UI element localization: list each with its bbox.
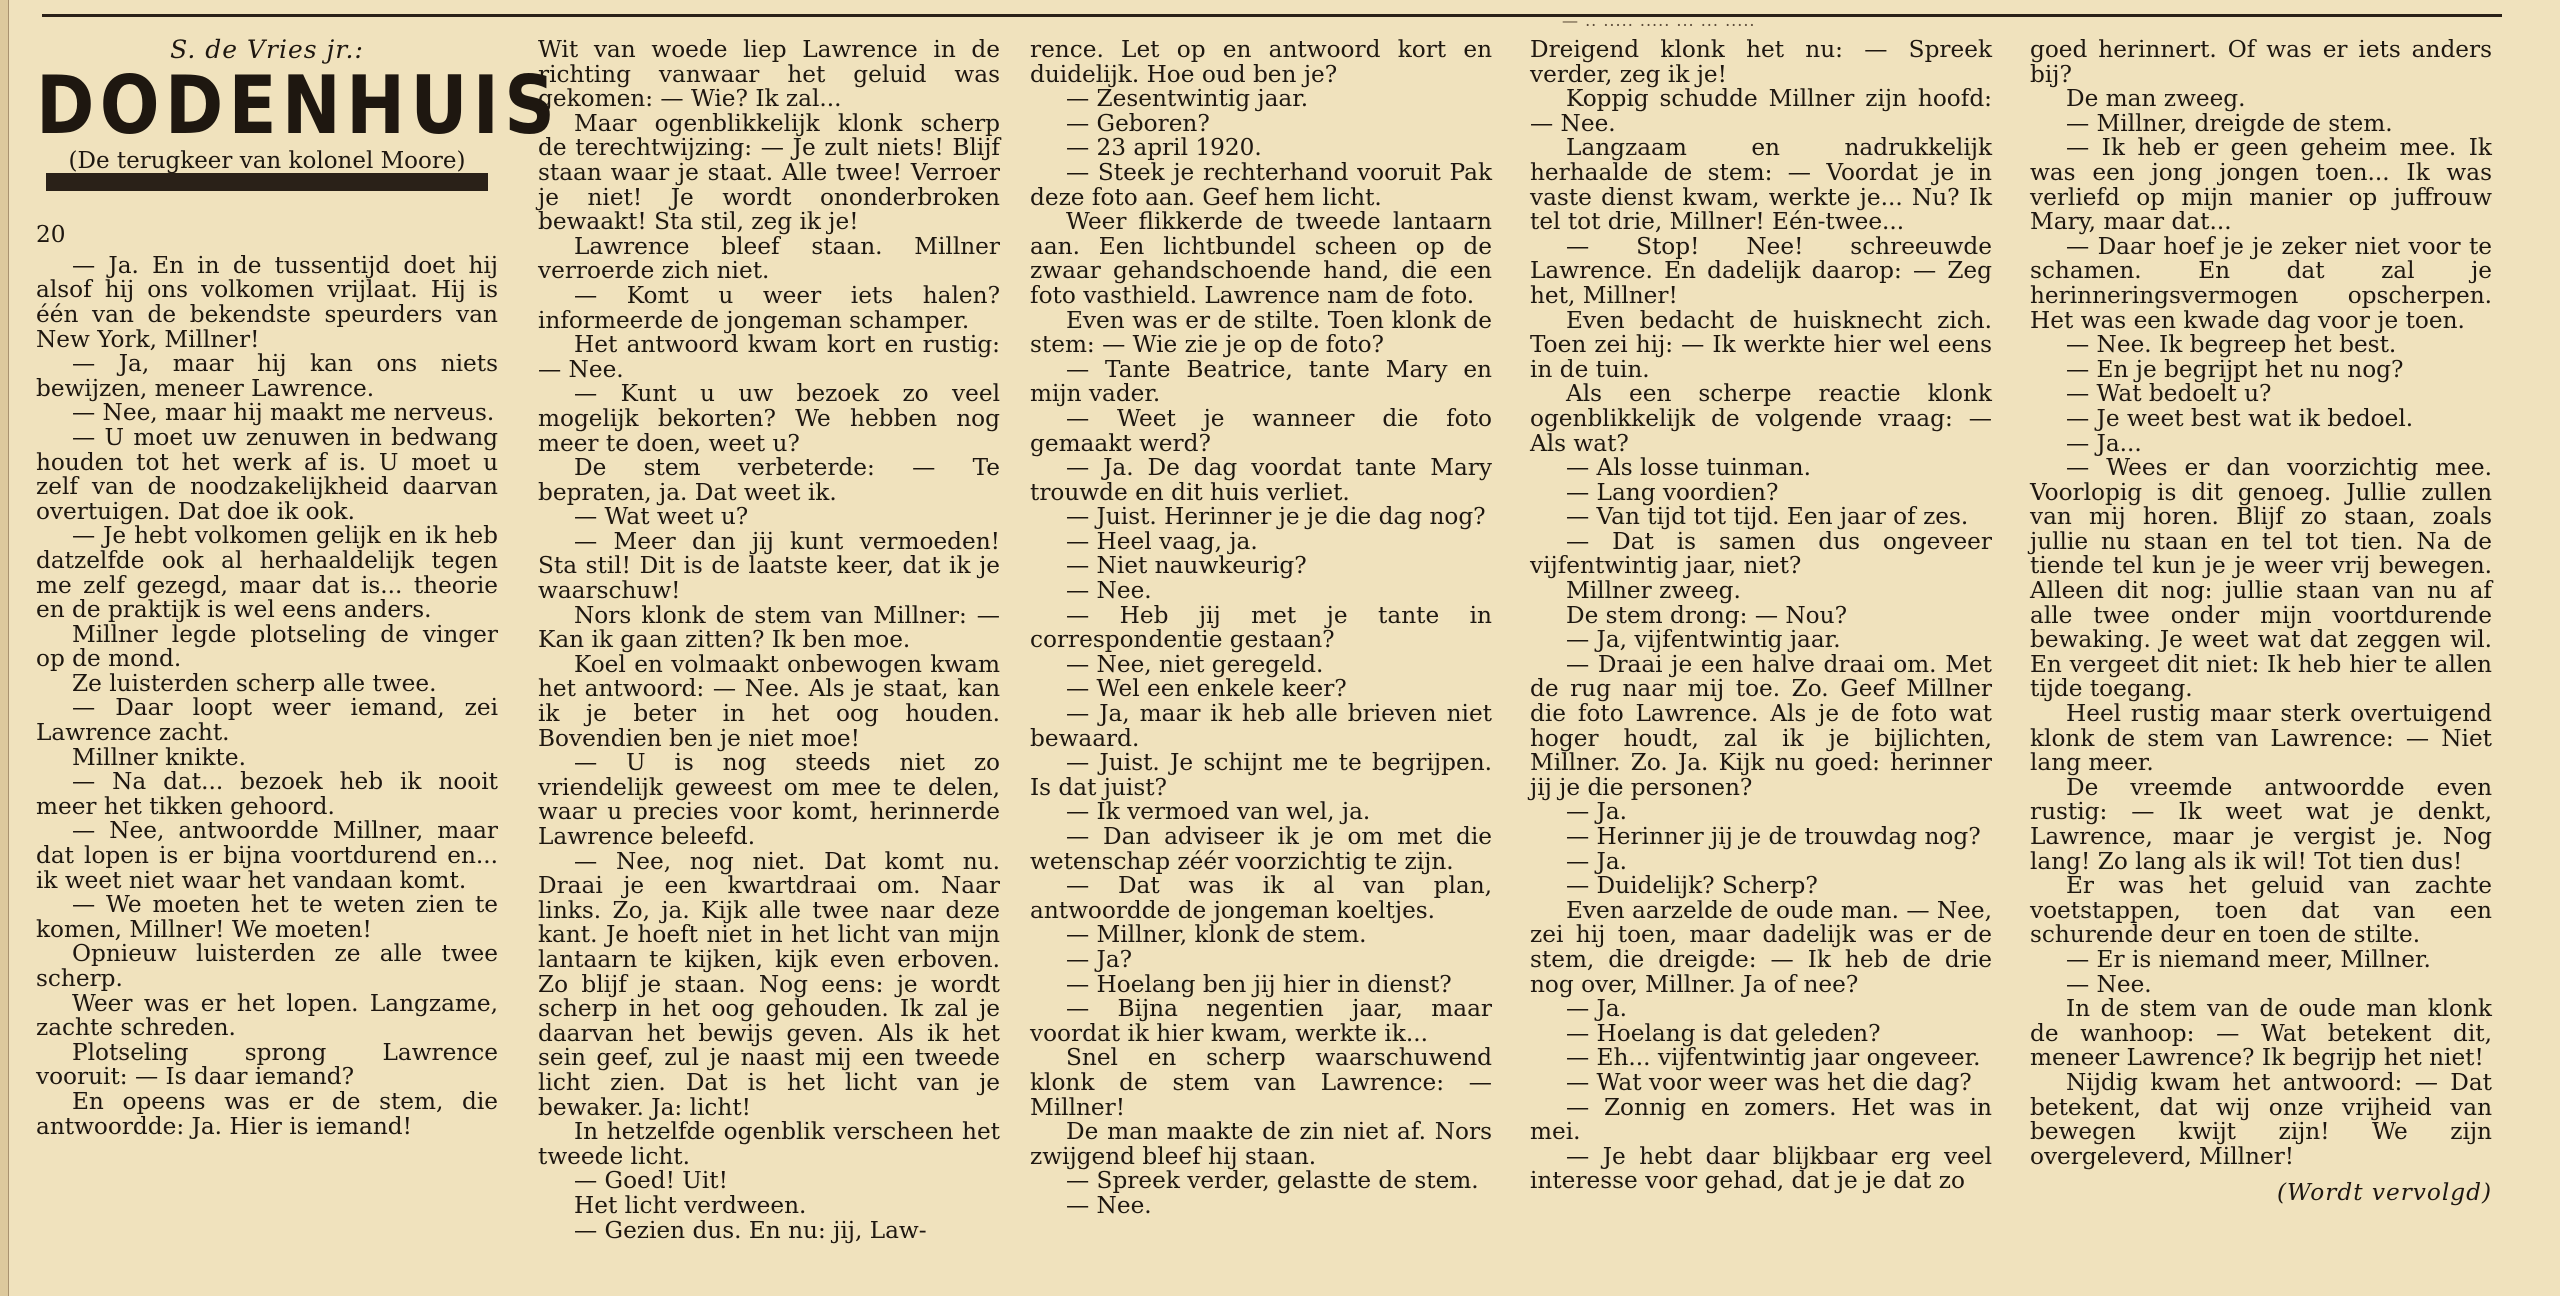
paragraph: — Wat bedoelt u?: [2066, 380, 2272, 408]
paragraph: Nors klonk de stem van Millner: — Kan ik gaan zitten? Ik ben moe.: [538, 601, 1000, 654]
paragraph: — Nee, nog niet. Dat komt nu. Draai je een kwartdraai om. Naar links. Zo, ja. Kijk alle twee naar deze kant. Je hoeft niet in het licht van mijn lantaarn te kijken, kijk even erboven. Zo blijf je staan. Nog eens: je wordt scherp in het oog gehouden. Ik zal je daarvan het bewijs geven. Als ik het sein geef, zul je naast mij een tweede licht zien. Dat is het licht van je bewaker. Ja: licht!: [538, 847, 1000, 1121]
paragraph: — Van tijd tot tijd. Een jaar of zes.: [1566, 503, 1969, 531]
paragraph: — Ja, vijfentwintig jaar.: [1566, 626, 1841, 654]
paragraph: Snel en scherp waarschuwend klonk de stem van Lawrence: — Millner!: [1030, 1044, 1492, 1121]
paragraph: Koppig schudde Millner zijn hoofd: — Nee.: [1530, 85, 1992, 137]
paragraph: — Ja. En in de tussentijd doet hij alsof hij ons volkomen vrijlaat. Hij is één van de bekendste speurders van New York, Millner!: [36, 251, 498, 353]
paragraph: — Nee, maar hij maakt me nerveus.: [72, 399, 495, 427]
paragraph: Millner legde plotseling de vinger op de mond.: [36, 620, 498, 673]
paragraph: — Komt u weer iets halen? informeerde de jongeman schamper.: [538, 281, 1000, 334]
paragraph: — Ja.: [1566, 847, 1628, 875]
paragraph: — Je weet best wat ik bedoel.: [2066, 404, 2414, 432]
paragraph: — Ja, maar hij kan ons niets bewijzen, meneer Lawrence.: [36, 350, 498, 402]
paragraph: — Stop! Nee! schreeuwde Lawrence. En dadelijk daarop: — Zeg het, Millner!: [1530, 232, 1992, 309]
column-4: [1530, 38, 1992, 1268]
paragraph: — Bijna negentien jaar, maar voordat ik hier kwam, werkte ik...: [1030, 995, 1492, 1047]
episode-number: 20: [36, 221, 66, 249]
paragraph: — Gezien dus. En nu: jij, Law-: [574, 1216, 927, 1244]
paragraph: — Geboren?: [1066, 109, 1210, 137]
paragraph: Koel en volmaakt onbewogen kwam het antwoord: — Nee. Als je staat, kan ik je beter in het oog houden. Bovendien ben je niet moe!: [538, 650, 1000, 752]
paragraph: Maar ogenblikkelijk klonk scherp de terechtwijzing: — Je zult niets! Blijf staan waar je staat. Alle twee! Verroer je niet! Je wordt ononderbroken bewaakt! Sta stil, zeg ik je!: [538, 109, 1000, 236]
paragraph: — Ja...: [2066, 429, 2142, 457]
paragraph: Even aarzelde de oude man. — Nee, zei hij toen, maar dadelijk was er de stem, die dreigde: — Ik heb de drie nog over, Millner. Ja of nee?: [1530, 896, 1992, 998]
page-edge: [0, 0, 9, 1296]
paragraph: — Herinner jij je de trouwdag nog?: [1566, 823, 1981, 850]
subtitle: (De terugkeer van kolonel Moore): [68, 147, 466, 174]
paragraph: — Ja, maar ik heb alle brieven niet bewaard.: [1030, 700, 1492, 752]
paragraph: — Duidelijk? Scherp?: [1566, 872, 1818, 900]
paragraph: — Ik vermoed van wel, ja.: [1066, 798, 1371, 826]
paragraph: — Je hebt daar blijkbaar erg veel interesse voor gehad, dat je je dat zo: [1530, 1142, 1992, 1195]
paragraph: — Zonnig en zomers. Het was in mei.: [1530, 1093, 1992, 1146]
paragraph: Millner knikte.: [72, 743, 246, 771]
paragraph: — Nee.: [2066, 970, 2152, 998]
paragraph: Weer was er het lopen. Langzame, zachte schreden.: [36, 989, 498, 1042]
paragraph: — Dat is samen dus ongeveer vijfentwintig jaar, niet?: [1530, 527, 1992, 580]
paragraph: — Spreek verder, gelastte de stem.: [1066, 1167, 1479, 1195]
paragraph: — Ja.: [1566, 995, 1628, 1023]
top-rule: [42, 11, 2502, 30]
paragraph: Ze luisterden scherp alle twee.: [72, 669, 437, 697]
paragraph: En opeens was er de stem, die antwoordde: Ja. Hier is iemand!: [36, 1087, 498, 1140]
paragraph: — Juist. Herinner je je die dag nog?: [1066, 503, 1486, 531]
paragraph: Langzaam en nadrukkelijk herhaalde de stem: — Voordat je in vaste dienst kwam, werkte je... Nu? Ik tel tot drie, Millner! Eén-twee...: [1530, 134, 1992, 236]
paragraph: — Nee.: [1066, 1191, 1152, 1219]
paragraph: In hetzelfde ogenblik verscheen het tweede licht.: [538, 1118, 1000, 1170]
paragraph: — Hoelang ben jij hier in dienst?: [1066, 970, 1452, 998]
paragraph: — Heb jij met je tante in correspondentie gestaan?: [1030, 601, 1492, 654]
paragraph: — Weet je wanneer die foto gemaakt werd?: [1030, 404, 1492, 457]
column-1: [36, 35, 561, 1268]
paragraph: — Nee. Ik begreep het best.: [2066, 331, 2397, 359]
paragraph: De man zweeg.: [2066, 85, 2246, 113]
byline: S. de Vries jr.:: [170, 35, 364, 64]
paragraph: Dreigend klonk het nu: — Spreek verder, zeg ik je!: [1530, 36, 1992, 88]
paragraph: — Ja. De dag voordat tante Mary trouwde en dit huis verliet.: [1030, 454, 1492, 506]
paragraph: rence. Let op en antwoord kort en duidelijk. Hoe oud ben je?: [1030, 36, 1492, 88]
top-strip-text: — .. ..... ..... ... ... .....: [1562, 11, 1756, 30]
paragraph: — We moeten het te weten zien te komen, Millner! We moeten!: [36, 891, 498, 943]
headline: DODENHUIS: [36, 58, 561, 152]
paragraph: — Je hebt volkomen gelijk en ik heb datzelfde ook al herhaaldelijk tegen me zelf gezegd, maar dat is... theorie en de praktijk is wel eens anders.: [36, 522, 498, 624]
paragraph: — Goed! Uit!: [574, 1167, 728, 1195]
paragraph: — Kunt u uw bezoek zo veel mogelijk bekorten? We hebben nog meer te doen, weet u?: [538, 380, 1000, 457]
paragraph: — Wat voor weer was het die dag?: [1566, 1068, 1972, 1096]
paragraph: De vreemde antwoordde even rustig: — Ik weet wat je denkt, Lawrence, maar je vergist je. Nog lang! Zo lang als ik wil! Tot tien dus!: [2030, 773, 2492, 875]
paragraph: — Wel een enkele keer?: [1066, 675, 1347, 703]
paragraph: Het licht verdween.: [574, 1191, 807, 1219]
paragraph: — Dat was ik al van plan, antwoordde de jongeman koeltjes.: [1030, 872, 1492, 924]
paragraph: — Er is niemand meer, Millner.: [2066, 945, 2431, 973]
paragraph: — En je begrijpt het nu nog?: [2066, 355, 2404, 383]
paragraph: goed herinnert. Of was er iets anders bij?: [2030, 36, 2492, 88]
column-3: [1030, 38, 1492, 1268]
paragraph: — Wees er dan voorzichtig mee. Voorlopig is dit genoeg. Jullie zullen van mij horen. Blijf zo staan, zoals jullie nu staan en tel tot tien. Na de tiende tel kun je je weer vrij bewegen. Alleen dit nog: jullie staan van nu af alle twee onder mijn voortdurende bewaking. Je weet wat dat zeggen wil. En vergeet dit niet: Ik heb hier te allen tijde toegang.: [2030, 454, 2492, 703]
paragraph: Het antwoord kwam kort en rustig: — Nee.: [538, 331, 1000, 383]
paragraph: De man maakte de zin niet af. Nors zwijgend bleef hij staan.: [1030, 1118, 1492, 1170]
paragraph: Nijdig kwam het antwoord: — Dat betekent, dat wij onze vrijheid van bewegen kwijt zijn! We zijn overgeleverd, Millner!: [2030, 1068, 2492, 1170]
paragraph: — Hoelang is dat geleden?: [1566, 1019, 1881, 1047]
paragraph: Millner zweeg.: [1566, 577, 1741, 605]
paragraph: — Lang voordien?: [1566, 478, 1779, 506]
paragraph: — Nee.: [1066, 577, 1152, 605]
paragraph: — 23 april 1920.: [1066, 134, 1262, 162]
paragraph: — Daar hoef je je zeker niet voor te schamen. En dat zal je herinneringsvermogen opscherpen. Het was een kwade dag voor je toen.: [2030, 232, 2492, 334]
paragraph: — Heel vaag, ja.: [1066, 527, 1258, 555]
paragraph: — Niet nauwkeurig?: [1066, 552, 1307, 580]
paragraph: Even was er de stilte. Toen klonk de stem: — Wie zie je op de foto?: [1030, 306, 1492, 359]
paragraph: — U moet uw zenuwen in bedwang houden tot het werk af is. U moet u zelf van de noodzakelijkheid daarvan overtuigen. Dat doe ik ook.: [36, 423, 498, 525]
paragraph: — Steek je rechterhand vooruit Pak deze foto aan. Geef hem licht.: [1030, 158, 1492, 211]
column-5: [2030, 38, 2492, 1268]
paragraph: Heel rustig maar sterk overtuigend klonk de stem van Lawrence: — Niet lang meer.: [2030, 700, 2492, 777]
paragraph: — Millner, dreigde de stem.: [2066, 109, 2393, 137]
paragraph: — Ja?: [1066, 945, 1133, 973]
paragraph: Opnieuw luisterden ze alle twee scherp.: [36, 940, 498, 992]
paragraph: — Daar loopt weer iemand, zei Lawrence zacht.: [36, 694, 498, 747]
paragraph: — Tante Beatrice, tante Mary en mijn vader.: [1030, 355, 1492, 408]
paragraph: — Na dat... bezoek heb ik nooit meer het tikken gehoord.: [36, 768, 498, 820]
paragraph: — Als losse tuinman.: [1566, 454, 1811, 482]
column-2: [538, 38, 1000, 1268]
paragraph: — Draai je een halve draai om. Met de rug naar mij toe. Zo. Geef Millner die foto Lawrence. Als je de foto wat hoger houdt, zal ik je bijlichten, Millner. Zo. Ja. Kijk nu goed: herinner jij je die personen?: [1530, 650, 1992, 801]
paragraph: — Wat weet u?: [574, 503, 749, 531]
paragraph: Weer flikkerde de tweede lantaarn aan. Een lichtbundel scheen op de zwaar gehandschoende hand, die een foto vasthield. Lawrence nam de foto.: [1030, 208, 1492, 309]
paragraph: Plotseling sprong Lawrence vooruit: — Is daar iemand?: [36, 1038, 498, 1091]
paragraph: In de stem van de oude man klonk de wanhoop: — Wat betekent dit, meneer Lawrence? Ik begrijp het niet!: [2030, 995, 2492, 1072]
paragraph: — Ja.: [1566, 798, 1628, 826]
paragraph: De stem verbeterde: — Te bepraten, ja. Dat weet ik.: [538, 454, 1000, 506]
continued-note: (Wordt vervolgd): [2277, 1179, 2492, 1207]
paragraph: Als een scherpe reactie klonk ogenblikkelijk de volgende vraag: — Als wat?: [1530, 380, 1992, 457]
paragraph: Wit van woede liep Lawrence in de richting vanwaar het geluid was gekomen: — Wie? Ik zal...: [538, 36, 1000, 113]
paragraph: Er was het geluid van zachte voetstappen, toen dat van een schurende deur en toen de stilte.: [2030, 872, 2492, 949]
paragraph: — Eh... vijfentwintig jaar ongeveer.: [1566, 1044, 1981, 1072]
paragraph: De stem drong: — Nou?: [1566, 601, 1848, 629]
paragraph: — Dan adviseer ik je om met die wetenschap zéér voorzichtig te zijn.: [1030, 823, 1492, 875]
paragraph: Lawrence bleef staan. Millner verroerde zich niet.: [538, 232, 1000, 285]
paragraph: — Nee, niet geregeld.: [1066, 650, 1324, 678]
paragraph: — Zesentwintig jaar.: [1066, 85, 1309, 113]
paragraph: — Ik heb er geen geheim mee. Ik was een jong jongen toen... Ik was verliefd op mijn manier op juffrouw Mary, maar dat...: [2030, 134, 2492, 236]
paragraph: — Juist. Je schijnt me te begrijpen. Is dat juist?: [1030, 749, 1492, 801]
paragraph: — Nee, antwoordde Millner, maar dat lopen is er bijna voortdurend en... ik weet niet waar het vandaan komt.: [36, 817, 498, 894]
paragraph: — U is nog steeds niet zo vriendelijk geweest om mee te delen, waar u precies voor komt, herinnerde Lawrence beleefd.: [538, 749, 1000, 850]
paragraph: — Meer dan jij kunt vermoeden! Sta stil! Dit is de laatste keer, dat ik je waarschuw!: [538, 527, 1000, 605]
paragraph: Even bedacht de huisknecht zich. Toen zei hij: — Ik werkte hier wel eens in de tuin.: [1530, 306, 1992, 383]
paragraph: — Millner, klonk de stem.: [1066, 921, 1367, 949]
title-rule: [46, 173, 488, 191]
